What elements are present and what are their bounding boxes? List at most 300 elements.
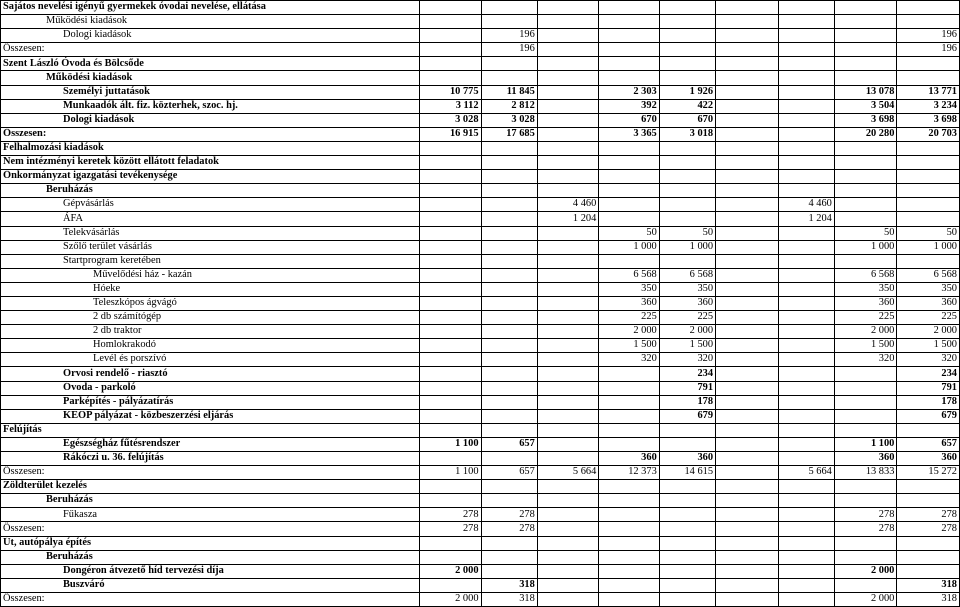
value-cell <box>778 353 834 367</box>
value-cell <box>537 437 599 451</box>
row-label: Parképítés - pályázatírás <box>1 395 420 409</box>
value-cell <box>778 141 834 155</box>
value-cell: 350 <box>599 282 659 296</box>
value-cell <box>716 156 779 170</box>
row-label: Felújítás <box>1 423 420 437</box>
table-row <box>1 480 960 494</box>
row-label: ÁFA <box>1 212 420 226</box>
value-cell: 657 <box>897 437 960 451</box>
value-cell <box>778 409 834 423</box>
value-cell <box>778 395 834 409</box>
value-cell <box>599 198 659 212</box>
value-cell <box>420 339 482 353</box>
row-label: Fűkasza <box>1 508 420 522</box>
value-cell <box>420 282 482 296</box>
value-cell <box>834 198 897 212</box>
value-cell: 278 <box>897 508 960 522</box>
value-cell: 318 <box>481 592 537 606</box>
value-cell <box>420 268 482 282</box>
value-cell: 4 460 <box>778 198 834 212</box>
value-cell <box>716 1 779 15</box>
value-cell: 360 <box>659 452 715 466</box>
value-cell: 320 <box>834 353 897 367</box>
row-label: 2 db traktor <box>1 325 420 339</box>
value-cell <box>481 184 537 198</box>
value-cell <box>716 339 779 353</box>
row-label: Startprogram keretében <box>1 254 420 268</box>
table-row <box>1 325 960 339</box>
value-cell <box>897 480 960 494</box>
value-cell: 2 000 <box>420 592 482 606</box>
value-cell: 3 028 <box>420 113 482 127</box>
value-cell <box>716 268 779 282</box>
value-cell <box>537 184 599 198</box>
value-cell: 1 000 <box>897 240 960 254</box>
row-label: Telekvásárlás <box>1 226 420 240</box>
value-cell <box>481 254 537 268</box>
value-cell <box>599 508 659 522</box>
value-cell: 2 000 <box>659 325 715 339</box>
value-cell: 17 685 <box>481 127 537 141</box>
value-cell <box>659 29 715 43</box>
value-cell <box>537 508 599 522</box>
value-cell <box>599 43 659 57</box>
value-cell <box>778 85 834 99</box>
value-cell <box>481 240 537 254</box>
value-cell <box>778 29 834 43</box>
value-cell: 278 <box>420 522 482 536</box>
value-cell: 791 <box>659 381 715 395</box>
value-cell <box>659 141 715 155</box>
value-cell <box>599 254 659 268</box>
value-cell <box>599 423 659 437</box>
table-row <box>1 156 960 170</box>
value-cell <box>659 564 715 578</box>
value-cell: 3 028 <box>481 113 537 127</box>
value-cell <box>834 423 897 437</box>
table-row <box>1 395 960 409</box>
value-cell <box>716 85 779 99</box>
value-cell <box>537 99 599 113</box>
value-cell: 3 504 <box>834 99 897 113</box>
value-cell <box>834 57 897 71</box>
value-cell <box>778 170 834 184</box>
value-cell <box>897 71 960 85</box>
value-cell: 3 365 <box>599 127 659 141</box>
value-cell: 670 <box>659 113 715 127</box>
value-cell <box>420 71 482 85</box>
value-cell <box>716 57 779 71</box>
value-cell <box>716 564 779 578</box>
table-row <box>1 240 960 254</box>
table-row <box>1 1 960 15</box>
value-cell <box>716 452 779 466</box>
value-cell <box>420 296 482 310</box>
value-cell <box>537 254 599 268</box>
value-cell <box>778 226 834 240</box>
value-cell <box>537 592 599 606</box>
value-cell <box>420 578 482 592</box>
value-cell <box>420 15 482 29</box>
value-cell <box>420 184 482 198</box>
value-cell: 178 <box>659 395 715 409</box>
value-cell <box>481 198 537 212</box>
value-cell: 1 926 <box>659 85 715 99</box>
value-cell <box>716 15 779 29</box>
value-cell <box>716 71 779 85</box>
value-cell <box>778 1 834 15</box>
value-cell: 20 703 <box>897 127 960 141</box>
value-cell <box>716 254 779 268</box>
value-cell <box>897 57 960 71</box>
value-cell <box>599 578 659 592</box>
value-cell: 320 <box>897 353 960 367</box>
value-cell <box>537 339 599 353</box>
row-label: Teleszkópos ágvágó <box>1 296 420 310</box>
value-cell: 6 568 <box>834 268 897 282</box>
value-cell <box>481 156 537 170</box>
value-cell: 791 <box>897 381 960 395</box>
value-cell <box>778 550 834 564</box>
value-cell: 360 <box>897 452 960 466</box>
value-cell: 392 <box>599 99 659 113</box>
value-cell <box>834 395 897 409</box>
table-row <box>1 127 960 141</box>
row-label: Működési kiadások <box>1 15 420 29</box>
value-cell <box>834 170 897 184</box>
value-cell: 225 <box>659 311 715 325</box>
value-cell: 679 <box>659 409 715 423</box>
value-cell <box>778 437 834 451</box>
value-cell: 225 <box>599 311 659 325</box>
value-cell <box>420 43 482 57</box>
value-cell <box>659 550 715 564</box>
value-cell <box>716 367 779 381</box>
value-cell: 3 698 <box>834 113 897 127</box>
value-cell: 2 000 <box>897 325 960 339</box>
value-cell <box>897 156 960 170</box>
table-row <box>1 311 960 325</box>
value-cell: 657 <box>481 437 537 451</box>
value-cell <box>420 212 482 226</box>
value-cell <box>599 522 659 536</box>
value-cell <box>716 282 779 296</box>
value-cell: 6 568 <box>897 268 960 282</box>
value-cell <box>537 296 599 310</box>
value-cell <box>778 452 834 466</box>
row-label: Összesen: <box>1 43 420 57</box>
value-cell <box>599 480 659 494</box>
table-row <box>1 254 960 268</box>
table-row <box>1 452 960 466</box>
value-cell: 1 100 <box>420 437 482 451</box>
value-cell <box>420 254 482 268</box>
value-cell <box>897 423 960 437</box>
value-cell <box>659 437 715 451</box>
row-label: Nem intézményi keretek között ellátott feladatok <box>1 156 420 170</box>
value-cell: 2 000 <box>599 325 659 339</box>
value-cell <box>716 423 779 437</box>
row-label: Óvoda - parkoló <box>1 381 420 395</box>
value-cell: 2 303 <box>599 85 659 99</box>
value-cell <box>778 15 834 29</box>
value-cell <box>599 184 659 198</box>
row-label: Beruházás <box>1 550 420 564</box>
value-cell <box>537 268 599 282</box>
value-cell: 360 <box>897 296 960 310</box>
value-cell <box>834 409 897 423</box>
value-cell <box>420 409 482 423</box>
value-cell: 1 000 <box>599 240 659 254</box>
row-label: Szent László Óvoda és Bölcsőde <box>1 57 420 71</box>
value-cell <box>716 296 779 310</box>
table-row <box>1 437 960 451</box>
value-cell <box>897 1 960 15</box>
value-cell <box>897 141 960 155</box>
value-cell <box>599 212 659 226</box>
value-cell: 2 000 <box>834 325 897 339</box>
table-row <box>1 85 960 99</box>
row-label: Dologi kiadások <box>1 113 420 127</box>
value-cell <box>481 564 537 578</box>
value-cell: 350 <box>897 282 960 296</box>
value-cell: 6 568 <box>659 268 715 282</box>
value-cell <box>537 409 599 423</box>
value-cell <box>834 578 897 592</box>
value-cell <box>420 423 482 437</box>
value-cell <box>716 409 779 423</box>
table-row <box>1 198 960 212</box>
value-cell: 3 018 <box>659 127 715 141</box>
value-cell <box>897 564 960 578</box>
value-cell: 1 500 <box>897 339 960 353</box>
value-cell <box>778 127 834 141</box>
value-cell: 318 <box>897 578 960 592</box>
row-label: Személyi juttatások <box>1 85 420 99</box>
value-cell <box>716 127 779 141</box>
value-cell <box>778 367 834 381</box>
row-label: Hóeke <box>1 282 420 296</box>
value-cell <box>778 578 834 592</box>
value-cell <box>420 367 482 381</box>
value-cell <box>834 254 897 268</box>
value-cell: 360 <box>599 296 659 310</box>
value-cell <box>599 494 659 508</box>
value-cell <box>716 480 779 494</box>
value-cell: 178 <box>897 395 960 409</box>
table-row <box>1 282 960 296</box>
row-label: Felhalmozási kiadások <box>1 141 420 155</box>
value-cell <box>599 564 659 578</box>
value-cell: 657 <box>481 466 537 480</box>
value-cell <box>834 494 897 508</box>
value-cell <box>537 240 599 254</box>
value-cell <box>778 508 834 522</box>
value-cell: 225 <box>834 311 897 325</box>
value-cell <box>420 170 482 184</box>
value-cell <box>659 156 715 170</box>
row-label: Levél és porszívó <box>1 353 420 367</box>
table-row <box>1 212 960 226</box>
value-cell: 4 460 <box>537 198 599 212</box>
value-cell <box>481 212 537 226</box>
value-cell <box>420 536 482 550</box>
value-cell <box>481 57 537 71</box>
value-cell <box>481 170 537 184</box>
value-cell <box>778 184 834 198</box>
value-cell: 50 <box>897 226 960 240</box>
value-cell <box>778 156 834 170</box>
value-cell: 234 <box>659 367 715 381</box>
table-row <box>1 367 960 381</box>
value-cell: 225 <box>897 311 960 325</box>
value-cell <box>897 198 960 212</box>
value-cell <box>834 1 897 15</box>
value-cell <box>420 353 482 367</box>
value-cell <box>778 325 834 339</box>
value-cell <box>716 99 779 113</box>
value-cell: 422 <box>659 99 715 113</box>
value-cell <box>659 170 715 184</box>
table-row <box>1 339 960 353</box>
row-label: Szőlő terület vásárlás <box>1 240 420 254</box>
value-cell <box>834 43 897 57</box>
value-cell: 3 234 <box>897 99 960 113</box>
value-cell: 1 500 <box>659 339 715 353</box>
value-cell <box>716 381 779 395</box>
table-row <box>1 508 960 522</box>
value-cell <box>778 339 834 353</box>
value-cell <box>537 550 599 564</box>
value-cell <box>481 339 537 353</box>
value-cell <box>716 226 779 240</box>
value-cell <box>599 170 659 184</box>
value-cell <box>716 592 779 606</box>
value-cell: 234 <box>897 367 960 381</box>
value-cell <box>716 353 779 367</box>
value-cell: 14 615 <box>659 466 715 480</box>
row-label: Összesen: <box>1 522 420 536</box>
value-cell <box>537 311 599 325</box>
value-cell <box>897 254 960 268</box>
row-label: Zöldterület kezelés <box>1 480 420 494</box>
value-cell <box>778 480 834 494</box>
value-cell <box>659 508 715 522</box>
table-row <box>1 99 960 113</box>
value-cell <box>537 43 599 57</box>
value-cell: 2 812 <box>481 99 537 113</box>
value-cell <box>834 381 897 395</box>
value-cell <box>420 325 482 339</box>
value-cell <box>537 226 599 240</box>
value-cell <box>537 381 599 395</box>
value-cell <box>599 29 659 43</box>
value-cell <box>481 494 537 508</box>
value-cell <box>599 156 659 170</box>
value-cell <box>834 550 897 564</box>
table-row <box>1 536 960 550</box>
value-cell <box>778 113 834 127</box>
value-cell <box>537 480 599 494</box>
table-row <box>1 409 960 423</box>
value-cell: 1 500 <box>599 339 659 353</box>
value-cell <box>716 311 779 325</box>
row-label: Rákóczi u. 36. felújítás <box>1 452 420 466</box>
value-cell <box>659 254 715 268</box>
value-cell <box>420 1 482 15</box>
row-label: Buszváró <box>1 578 420 592</box>
value-cell <box>481 226 537 240</box>
value-cell <box>537 127 599 141</box>
value-cell: 3 112 <box>420 99 482 113</box>
value-cell <box>599 592 659 606</box>
value-cell <box>420 480 482 494</box>
value-cell <box>420 452 482 466</box>
value-cell <box>481 296 537 310</box>
value-cell <box>537 156 599 170</box>
value-cell: 278 <box>897 522 960 536</box>
value-cell <box>778 43 834 57</box>
value-cell <box>659 57 715 71</box>
table-row <box>1 268 960 282</box>
table-row <box>1 170 960 184</box>
value-cell: 360 <box>834 452 897 466</box>
row-label: Összesen: <box>1 127 420 141</box>
value-cell <box>599 395 659 409</box>
value-cell <box>537 15 599 29</box>
value-cell <box>481 353 537 367</box>
value-cell <box>659 592 715 606</box>
value-cell: 20 280 <box>834 127 897 141</box>
value-cell <box>599 57 659 71</box>
value-cell: 1 500 <box>834 339 897 353</box>
value-cell <box>778 564 834 578</box>
value-cell <box>420 550 482 564</box>
row-label: Orvosi rendelő - riasztó <box>1 367 420 381</box>
value-cell <box>778 536 834 550</box>
row-label: KEOP pályázat - közbeszerzési eljárás <box>1 409 420 423</box>
value-cell <box>537 522 599 536</box>
value-cell <box>481 325 537 339</box>
value-cell: 318 <box>481 578 537 592</box>
value-cell <box>716 113 779 127</box>
value-cell <box>599 409 659 423</box>
value-cell <box>481 395 537 409</box>
value-cell <box>659 423 715 437</box>
value-cell <box>897 184 960 198</box>
table-row <box>1 578 960 592</box>
table-row <box>1 57 960 71</box>
value-cell <box>834 71 897 85</box>
value-cell: 11 845 <box>481 85 537 99</box>
value-cell: 13 833 <box>834 466 897 480</box>
value-cell: 50 <box>834 226 897 240</box>
table-row <box>1 564 960 578</box>
value-cell <box>420 29 482 43</box>
value-cell: 278 <box>481 522 537 536</box>
value-cell: 12 373 <box>599 466 659 480</box>
value-cell <box>481 423 537 437</box>
value-cell: 350 <box>659 282 715 296</box>
value-cell: 15 272 <box>897 466 960 480</box>
value-cell <box>599 550 659 564</box>
value-cell <box>897 536 960 550</box>
value-cell: 360 <box>599 452 659 466</box>
row-label: Művelődési ház - kazán <box>1 268 420 282</box>
value-cell: 16 915 <box>420 127 482 141</box>
value-cell <box>716 508 779 522</box>
value-cell: 278 <box>481 508 537 522</box>
